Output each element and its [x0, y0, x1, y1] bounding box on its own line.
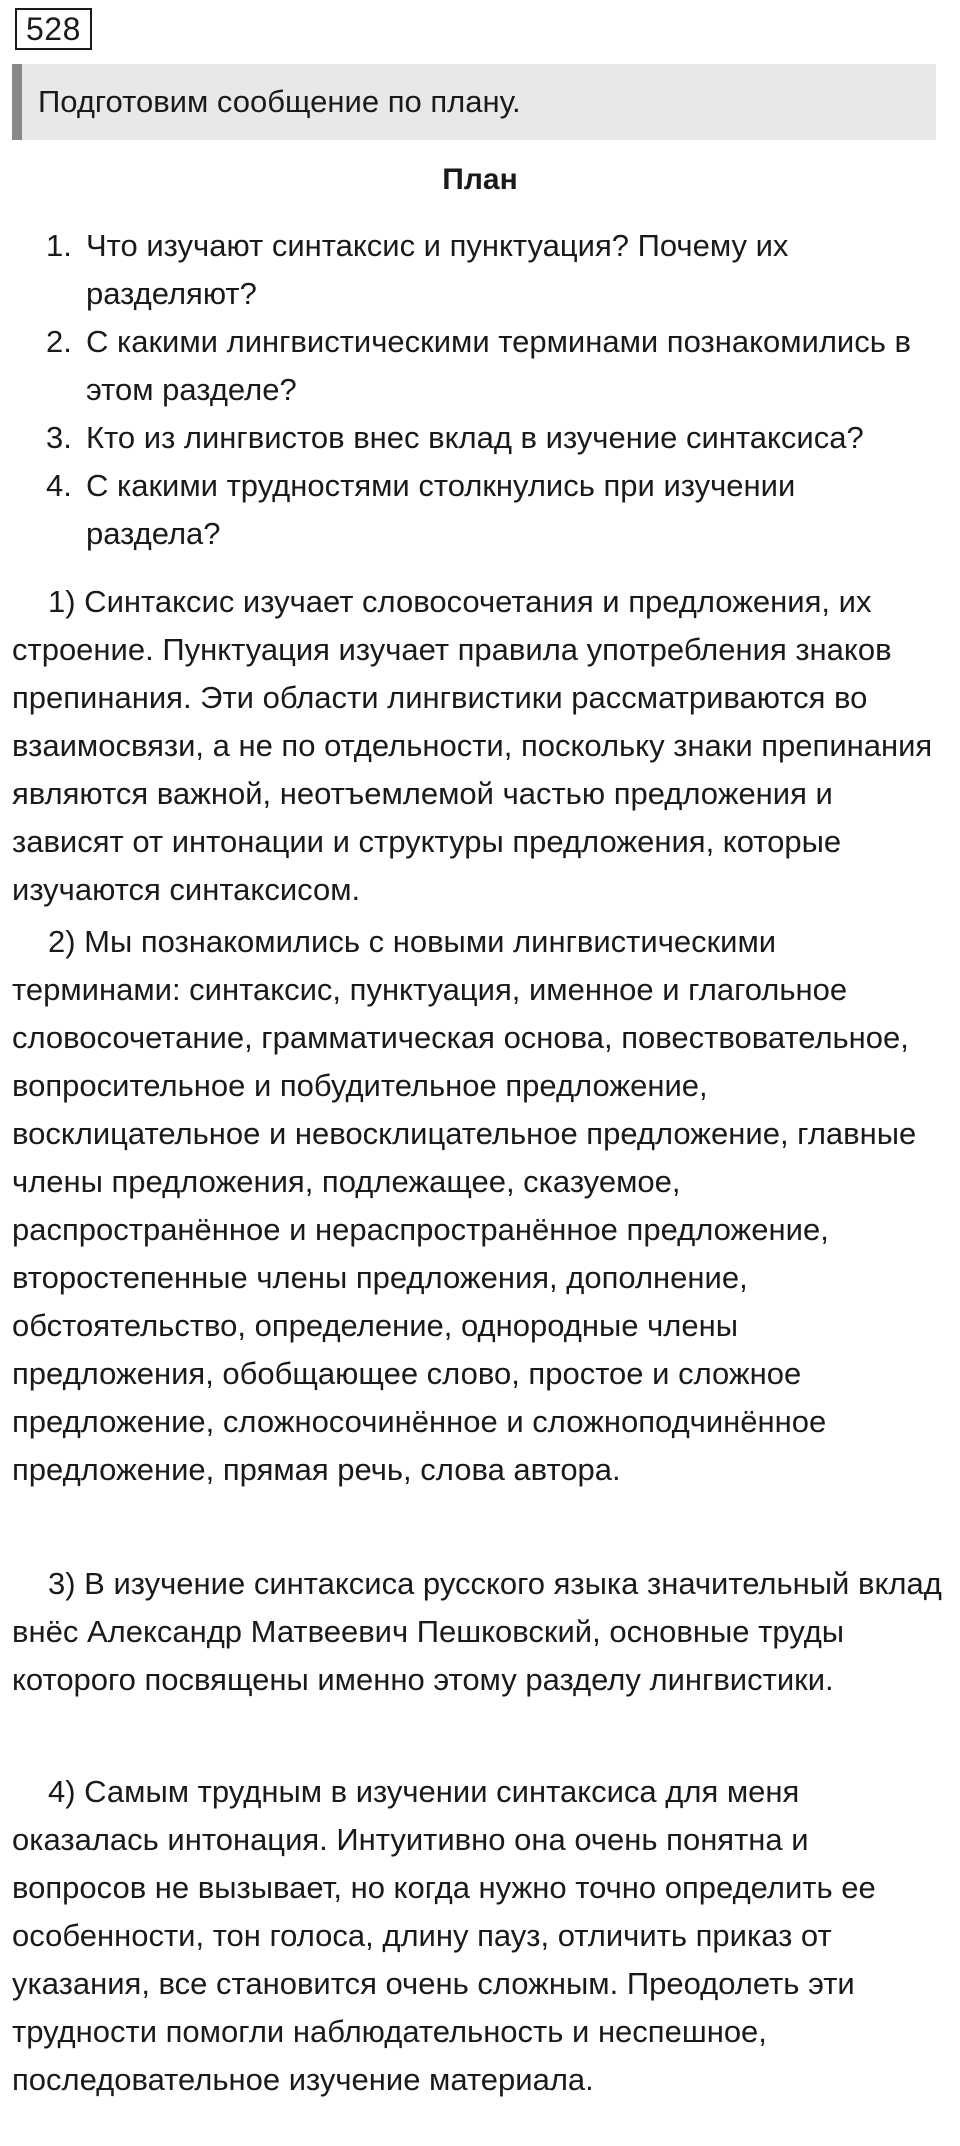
answer-paragraph-1: 1) Синтаксис изучает словосочетания и предложения, их строение. Пунктуация изучает правила употребления знаков препинания. Эти области лингвистики рассматриваются во взаимосвязи, а не по отдельности, поскольку знаки препинания являются важной, неотъемлемой частью предложения и зависят от интонации и структуры предложения, которые изучаются синтаксисом. — [12, 584, 933, 907]
plan-item — [46, 414, 916, 462]
plan-item-text: С какими лингвистическими терминами познакомились в этом разделе? — [86, 324, 911, 407]
plan-heading: План — [442, 163, 518, 196]
plan-item-text: С какими трудностями столкнулись при изучении раздела? — [86, 468, 796, 551]
plan-item-text: Кто из лингвистов внес вклад в изучение синтаксиса? — [86, 420, 864, 455]
plan-item — [46, 462, 916, 558]
plan-item-number: 1. — [46, 228, 72, 263]
answer-paragraph-2: 2) Мы познакомились с новыми лингвистическими терминами: синтаксис, пунктуация, именное и глагольное словосочетание, грамматическая основа, повествовательное, вопросительное и побудительное предложение, восклицательное и невосклицательное предложение, главные члены предложения, подлежащее, сказуемое, распространённое и нераспространённое предложение, второстепенные члены предложения, дополнение, обстоятельство, определение, однородные члены предложения, обобщающее слово, простое и сложное предложение, сложносочинённое и сложноподчинённое предложение, прямая речь, слова автора. — [12, 924, 917, 1487]
plan-item-number: 2. — [46, 324, 72, 359]
plan-item-number: 4. — [46, 468, 72, 503]
plan-list — [46, 222, 916, 558]
plan-item-number: 3. — [46, 420, 72, 455]
plan-item — [46, 318, 916, 414]
plan-item — [46, 222, 916, 318]
plan-item-text: Что изучают синтаксис и пунктуация? Почему их разделяют? — [86, 228, 789, 311]
task-prompt: Подготовим сообщение по плану. — [12, 64, 936, 140]
task-number-box: 528 — [15, 8, 92, 50]
answer-paragraph-4: 4) Самым трудным в изучении синтаксиса для меня оказалась интонация. Интуитивно она очень понятна и вопросов не вызывает, но когда нужно точно определить ее особенности, тон голоса, длину пауз, отличить приказ от указания, все становится очень сложным. Преодолеть эти трудности помогли наблюдательность и неспешное, последовательное изучение материала. — [12, 1774, 876, 2097]
answer-paragraph-3: 3) В изучение синтаксиса русского языка значительный вклад внёс Александр Матвеевич Пешковский, основные труды которого посвящены именно этому разделу лингвистики. — [12, 1566, 942, 1697]
